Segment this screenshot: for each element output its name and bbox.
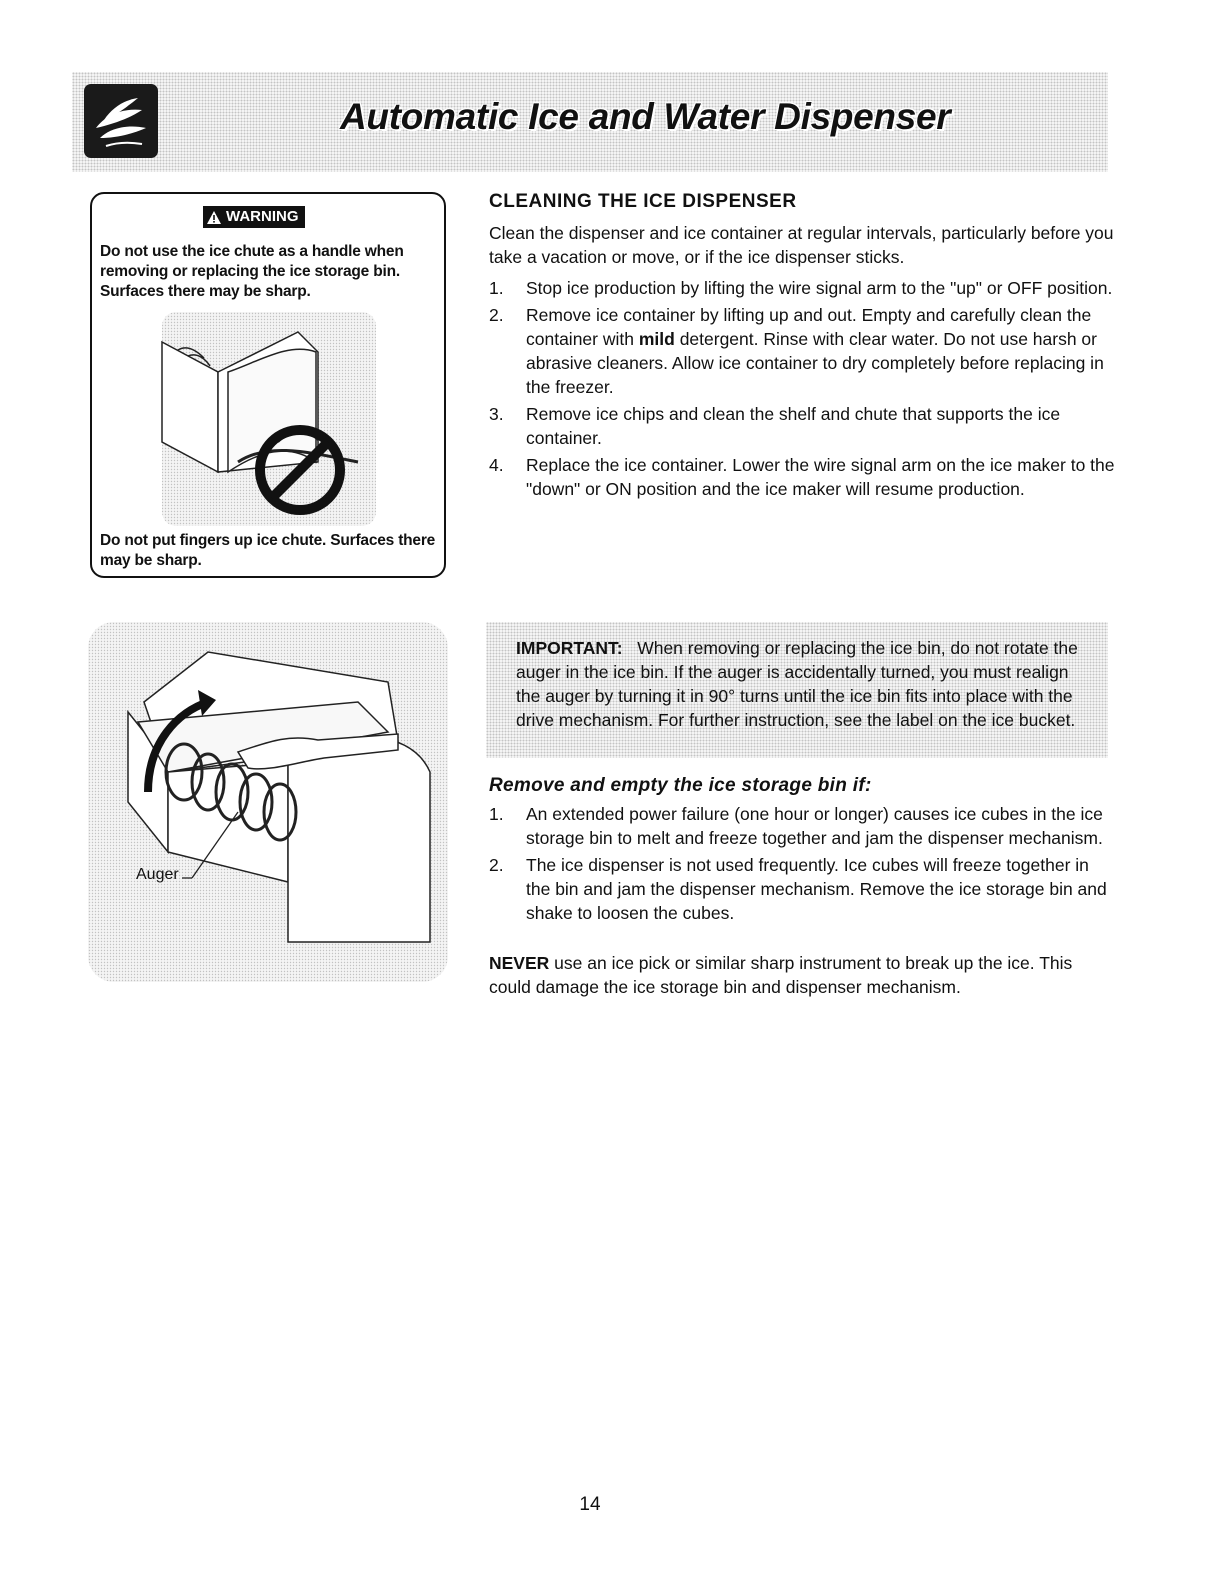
step-text: The ice dispenser is not used frequently. Ice cubes will freeze together in the bin and jam the dispenser mechanism. Remove the ice storage bin and shake to loosen the cubes. bbox=[526, 855, 1107, 923]
step-text-cont: detergent. Rinse with clear water. Do not use harsh or abrasive cleaners. Allow ice container to dry completely before replacing in the freezer. bbox=[526, 329, 1104, 397]
step-number: 3. bbox=[489, 404, 504, 424]
page-title: Automatic Ice and Water Dispenser bbox=[340, 96, 951, 137]
important-label: IMPORTANT: bbox=[516, 638, 623, 658]
cleaning-steps-list bbox=[489, 276, 1115, 504]
important-body: When removing or replacing the ice bin, do not rotate the auger in the ice bin. If the auger is accidentally turned, you must realign the auger by turning it in 90° turns until the ice bin fits into place with the drive mechanism. For further instruction, see the label on the ice bucket. bbox=[516, 638, 1078, 730]
warning-text-fingers: Do not put fingers up ice chute. Surfaces there may be sharp. bbox=[100, 532, 436, 569]
step-text: Replace the ice container. Lower the wire signal arm on the ice maker to the "down" or ON position and the ice maker will resume production. bbox=[526, 455, 1115, 499]
ice-chute-no-fingers-illustration bbox=[158, 312, 378, 526]
auger-label: Auger bbox=[136, 866, 179, 883]
step-text: Remove ice chips and clean the shelf and chute that supports the ice container. bbox=[526, 404, 1061, 448]
never-body: use an ice pick or similar sharp instrument to break up the ice. This could damage the ice storage bin and dispenser mechanism. bbox=[489, 953, 1073, 997]
list-item bbox=[489, 853, 1115, 925]
step-number: 1. bbox=[489, 278, 504, 298]
warning-label bbox=[203, 206, 305, 228]
step-bold-word: mild bbox=[638, 329, 675, 349]
important-text bbox=[516, 636, 1091, 732]
auger-illustration bbox=[88, 622, 448, 982]
warning-text-chute-handle: Do not use the ice chute as a handle when removing or replacing the ice storage bin. Surfaces there may be sharp. bbox=[100, 243, 404, 300]
list-item bbox=[489, 453, 1115, 501]
never-bold: NEVER bbox=[489, 953, 550, 973]
list-item bbox=[489, 802, 1115, 850]
remove-bin-steps-list bbox=[489, 802, 1115, 928]
step-text: Stop ice production by lifting the wire signal arm to the "up" or OFF position. bbox=[526, 278, 1113, 298]
step-number: 4. bbox=[489, 455, 504, 475]
step-text: Remove ice container by lifting up and out. Empty and carefully clean the container with bbox=[526, 305, 1092, 349]
step-text: An extended power failure (one hour or longer) causes ice cubes in the ice storage bin to melt and freeze together and jam the dispenser mechanism. bbox=[526, 804, 1103, 848]
warning-triangle-icon bbox=[206, 210, 222, 225]
remove-bin-heading: Remove and empty the ice storage bin if: bbox=[489, 775, 872, 796]
cleaning-intro: Clean the dispenser and ice container at regular intervals, particularly before you take a vacation or move, or if the ice dispenser sticks. bbox=[489, 223, 1114, 267]
step-number: 2. bbox=[489, 855, 504, 875]
never-warning-text bbox=[489, 951, 1115, 999]
list-item bbox=[489, 402, 1115, 450]
step-number: 2. bbox=[489, 305, 504, 325]
step-number: 1. bbox=[489, 804, 504, 824]
freezer-leaves-icon bbox=[84, 84, 158, 158]
cleaning-heading: CLEANING THE ICE DISPENSER bbox=[489, 191, 797, 212]
warning-label-text: WARNING bbox=[226, 208, 299, 225]
list-item bbox=[489, 303, 1115, 399]
page-number: 14 bbox=[579, 1494, 601, 1515]
list-item bbox=[489, 276, 1115, 300]
